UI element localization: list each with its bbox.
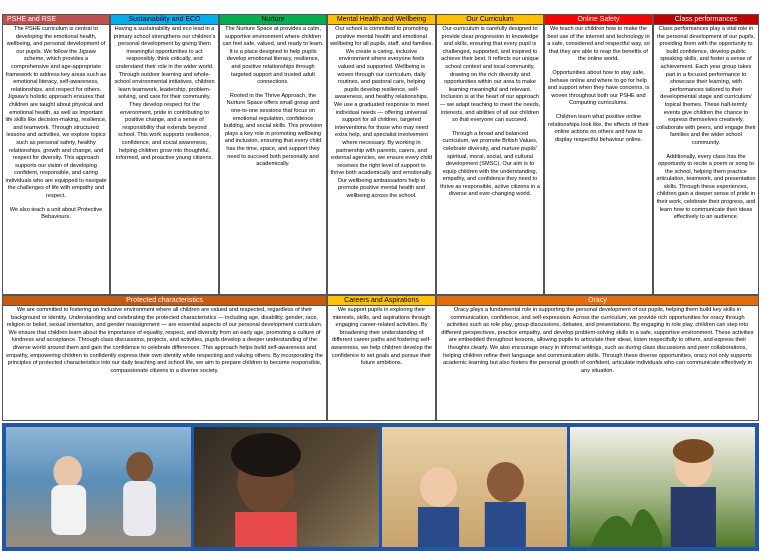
section-title: Class performances (654, 15, 758, 25)
section-text: Additionally, every class has the opportunity to recite a poem or song to the school, helping them practice articulation, teamwork, and presentation skills. Through these experiences, children gain a deeper sense of pride in their work, celebrate their progress, and learn how to communicate their ideas effectively to an audience. (656, 153, 756, 221)
section-title: Online Safety (545, 15, 652, 25)
section-text: Rooted in the Thrive Approach, the Nurture Space offers small group and one-to-one sessions that focus on emotional regulation, confidence building, and social skills. This provision plays a key role in promoting wellbeing and inclusion, ensuring that every child has the time, space, and support they need to succeed both personally and academically. (223, 92, 323, 168)
section-oracy (436, 295, 759, 421)
photo-strip (2, 423, 759, 551)
section-careers (327, 295, 436, 421)
boy-gardening-photo (570, 427, 755, 547)
section-text: Our school is committed to promoting positive mental health and emotional wellbeing for all pupils, staff, and families. We create a caring, inclusive environment where everyone feels valued and supported. Wellbeing is woven through our curriculum, daily routines, and pastoral care, helping pupils develop resilience, self-awareness, and healthy relationships. We use a graduated response to meet individual needs — offering universal support for all children, targeted interventions for those who may need extra help, and specialist involvement where necessary. By working in partnership with parents, carers, and external agencies, we ensure every child receives the right level of support to thrive both academically and emotionally. Our wellbeing ambassadors help to promote positive mental health and wellbeing across the school. (330, 26, 433, 200)
section-text: We also teach a unit about Protective Behaviours. (9, 206, 103, 221)
section-text: Class performances play a vital role in the personal development of our pupils, providing them with the opportunity to build confidence, develop public speaking skills, and foster a sense of achievement. Each year group takes part in a focused performance to showcase their learning, with performances tailored to their developmental stage and curriculum/ topical themes. These half-termly events give children the chance to express themselves creatively, collaborate with peers, and engage their families and the wider school community. (656, 26, 756, 146)
section-title: Sustainability and ECO (111, 15, 218, 25)
section-text: Through a broad and balanced curriculum, we promote British Values, celebrate diversity, and nurture pupils' spiritual, moral, social, and cultural development (SMSC). Our aim is to equip children with the understanding, empathy, and confidence they need to thrive as responsible, active citizens in a diverse and ever-changing world. (440, 130, 540, 198)
section-mental-health (327, 14, 436, 295)
children-running-photo (6, 427, 191, 547)
section-text: We teach our children how to make the best use of the internet and technology in a safe, considered and respectful way, so that they are able to reap the benefits of the online world. (547, 26, 650, 63)
section-title: Oracy (437, 296, 758, 306)
section-text: The PSHE curriculum is central to developing the emotional health, wellbeing, and personal development of our pupils. We follow the Jigsaw scheme, which provides a comprehensive and age-appropriate framework to address key areas such as emotional literacy, self-awareness, relationships, and respect for others. Jigsaw's holistic approach ensures that children are taught about physical and emotional health, as well as important life skills like decision-making, resilience, and teamwork. Through structured lessons and activities, we explore topics such as personal safety, healthy relationships, growth and change, and respect for diversity. This approach supports our vision of developing confident, responsible, and caring individuals who are equipped to navigate the challenges of life with empathy and respect. (5, 26, 107, 200)
section-title: Protected characteristics (3, 296, 326, 306)
section-title: Nurture (220, 15, 326, 25)
section-curriculum (436, 14, 544, 295)
section-text: We support pupils in exploring their interests, skills, and aspirations through engaging career-related activities. By broadening their understanding of different career paths and fostering self-awareness, we help children develop the confidence to set goals and pursue their future ambitions. (330, 307, 433, 367)
section-text: Our curriculum is carefully designed to provide clear progression in knowledge and skills, ensuring that every pupil is challenged, supported, and inspired to achieve their best. It reflects our unique school context and local community, drawing on the rich diversity and opportunities within our area to make learning meaningful and relevant. Inclusion is at the heart of our approach — we adapt teaching to meet the needs, interests, and abilities of all our children so that everyone can succeed. (439, 26, 541, 124)
section-title: Our Curriculum (437, 15, 543, 25)
section-title: Careers and Aspirations (328, 296, 435, 306)
section-text: Children learn what positive online relationships look like, the effects of their online actions on others and how to display respectful behaviour online. (548, 113, 649, 143)
section-title: PSHE and RSE (3, 15, 109, 25)
section-nurture (219, 14, 327, 295)
section-sustainability (110, 14, 219, 295)
section-class-performances (653, 14, 759, 295)
section-title: Mental Health and Wellbeing (328, 15, 435, 25)
section-text: Having a sustainability and eco lead in a primary school strengthens our children's personal development by giving them meaningful opportunities to act responsibly, think critically, and understand their role in the wider world. Through outdoor learning and whole-school environmental initiatives, children learn teamwork, leadership, problem-solving, and care for their community. They develop respect for the environment, pride in contributing to positive change, and a sense of responsibility that extends beyond school. This work supports resilience, confidence, and social awareness, helping children grow into thoughtful, informed, and proactive young citizens. (113, 26, 216, 162)
section-protected-characteristics (2, 295, 327, 421)
girl-smiling-photo (194, 427, 379, 547)
section-text: The Nurture Space at provides a calm, supportive environment where children can feel safe, valued, and ready to learn. It is a place designed to help pupils develop emotional literacy, resilience, and positive relationships through targeted support and trusted adult connections. (222, 26, 324, 86)
section-pshe (2, 14, 110, 295)
section-text: Oracy plays a fundamental role in supporting the personal development of our pupils, helping them build key skills in communication, confidence, and self-expression. Across the curriculum, we provide rich opportunities for oracy through activities such as role play, group discussions, debates, and presentations. By engaging in role play, children can step into different perspectives, practice empathy, and develop problem-solving skills in a safe, supportive environment. These activities are embedded throughout lessons, allowing pupils to articulate their ideas, listen respectfully to others, and express their thoughts clearly. We also encourage oracy in informal settings, such as during class discussions and peer collaborations, helping children refine their language and communication skills. Through these diverse opportunities, oracy not only supports academic learning but also fosters the personal growth of confident, articulate individuals who can communicate effectively in any situation. (441, 307, 754, 374)
section-online-safety (544, 14, 653, 295)
children-classroom-photo (382, 427, 567, 547)
section-text: Opportunities about how to stay safe, behave online and where to go for help and support when they have concerns, is woven throughout both our PSHE and Computing curriculums. (547, 69, 650, 107)
section-text: We are committed to fostering an inclusive environment where all children are valued and respected, regardless of their background or identity. Understanding and celebrating the protected characteristics — including age, disability, gender, race, religion or belief, sexual orientation, and gender reassignment — are essential aspects of our personal development curriculum. We ensure that children learn about the importance of equality, respect, and diversity from an early age, promoting a culture of kindness and acceptance. Through class discussions, projects, and activities, pupils develop a deeper understanding of the diverse world around them and gain the confidence to celebrate differences. This approach helps build self-awareness and empathy, empowering children to confidently express their own identity while respecting and valuing others. By incorporating the principles of protected characteristics into our daily teaching and school life, we aim to prepare children to become responsible, compassionate citizens in a diverse society. (6, 307, 323, 374)
